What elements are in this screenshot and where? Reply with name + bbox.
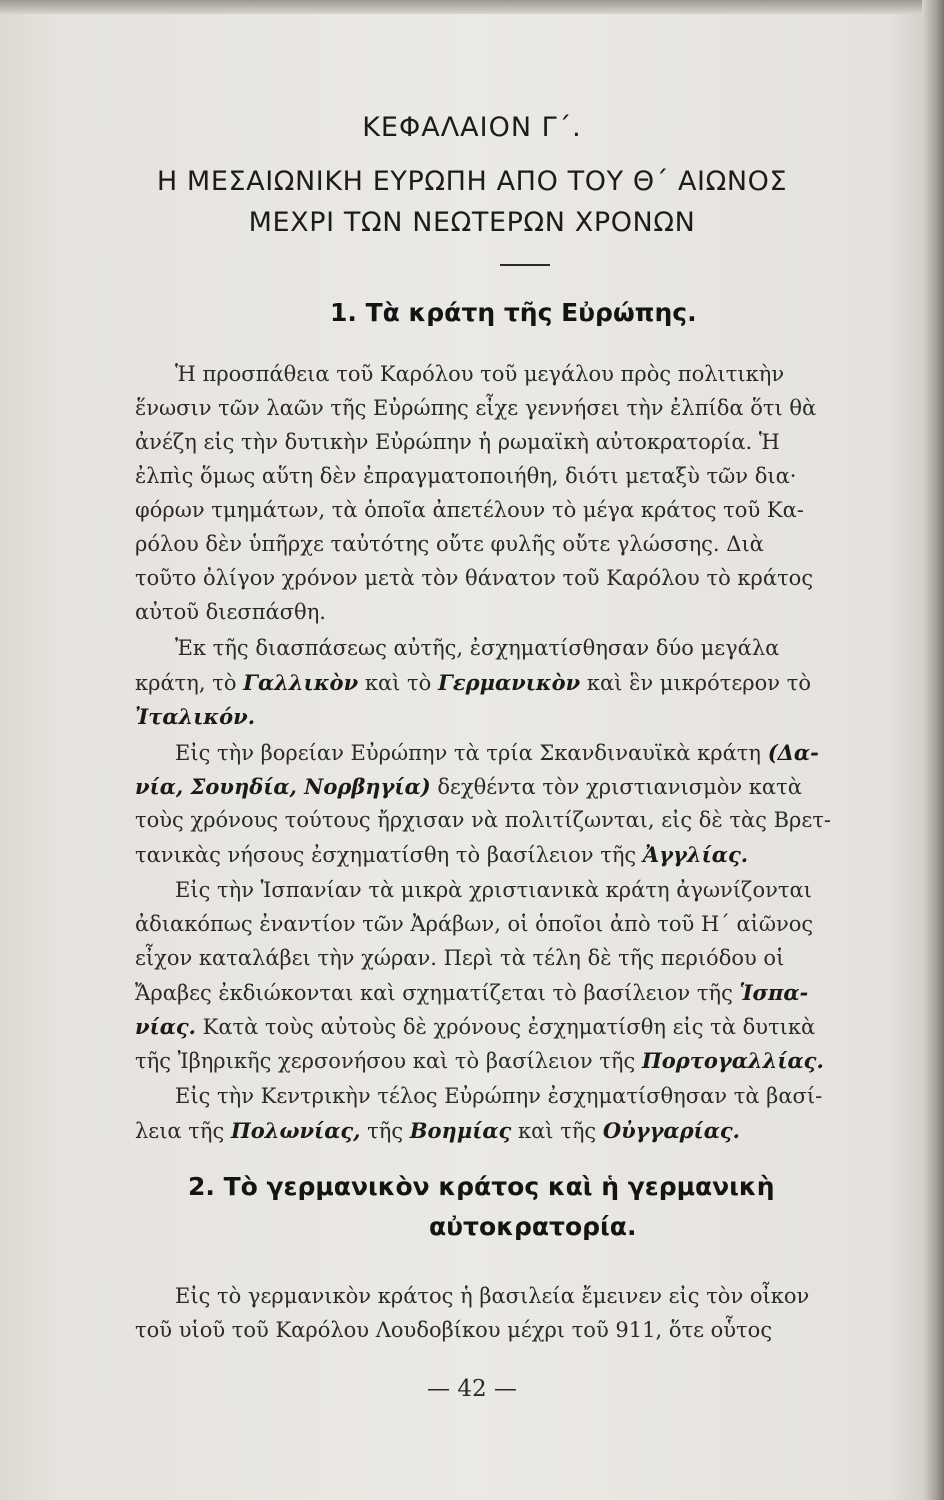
- emphasis-polonias: Πολωνίας,: [230, 1118, 361, 1143]
- emphasis-oungarias: Οὐγγαρίας.: [602, 1118, 740, 1143]
- text-run: καὶ τὸ: [358, 671, 438, 695]
- emphasis-voimias: Βοημίας: [409, 1118, 512, 1143]
- text-run: Εἰς τὴν βορείαν Εὐρώπην τὰ τρία Σκανδιναυϊκὰ κράτη: [175, 741, 768, 765]
- text-run: τῆς: [360, 1119, 410, 1143]
- text-run: τῆς Ἰβηρικῆς χερσονήσου καὶ τὸ βασίλειον τῆς: [135, 1049, 642, 1073]
- text-run: λεια τῆς: [135, 1119, 231, 1143]
- text-line: ἕνωσιν τῶν λαῶν τῆς Εὐρώπης εἶχε γεννήσει τὴν ἐλπίδα ὅτι θὰ: [135, 396, 817, 420]
- text-run: καὶ τῆς: [511, 1119, 603, 1143]
- page-top-shadow: [0, 0, 944, 14]
- text-run: κράτη, τὸ: [135, 671, 244, 695]
- emphasis-portogallias: Πορτογαλλίας.: [641, 1048, 824, 1073]
- text-line: Εἰς τὸ γερμανικὸν κράτος ἡ βασιλεία ἔμεινεν εἰς τὸν οἶκον: [175, 1284, 810, 1308]
- text-run: τανικὰς νήσους ἐσχηματίσθη τὸ βασίλειον τῆς: [135, 843, 643, 867]
- page-number: — 42 —: [427, 1376, 517, 1402]
- text-line: αὐτοῦ διεσπάσθη.: [135, 600, 326, 624]
- emphasis-dania: (Δα-: [767, 740, 819, 765]
- chapter-label: ΚΕΦΑΛΑΙΟΝ Γ΄.: [362, 112, 582, 143]
- text-run: καὶ ἓν μικρότερον τὸ: [580, 671, 811, 695]
- text-line: [135, 842, 880, 867]
- emphasis-gallikon: Γαλλικὸν: [243, 670, 359, 695]
- emphasis-scandinavian-states: νία, Σουηδία, Νορβηγία): [135, 774, 431, 799]
- text-line: [135, 980, 880, 1005]
- text-line: φόρων τμημάτων, τὰ ὁποῖα ἀπετέλουν τὸ μέγα κράτος τοῦ Κα-: [135, 498, 804, 522]
- text-line: τοῦ υἱοῦ τοῦ Καρόλου Λουδοβίκου μέχρι τοῦ 911, ὅτε οὗτος: [135, 1318, 773, 1342]
- text-line: [135, 1048, 880, 1073]
- emphasis-ispanias: Ἱσπα-: [739, 980, 809, 1005]
- emphasis-anglias: Ἀγγλίας.: [642, 842, 749, 867]
- divider-rule: [500, 264, 550, 266]
- text-line: ἐλπὶς ὅμως αὕτη δὲν ἐπραγματοποιήθη, διότι μεταξὺ τῶν δια·: [135, 464, 797, 488]
- text-line: Ἐκ τῆς διασπάσεως αὐτῆς, ἐσχηματίσθησαν δύο μεγάλα: [175, 636, 780, 660]
- text-run: Ἄραβες ἐκδιώκονται καὶ σχηματίζεται τὸ βασίλειον τῆς: [135, 981, 740, 1005]
- text-line: εἶχον καταλάβει τὴν χώραν. Περὶ τὰ τέλη δὲ τῆς περιόδου οἱ: [135, 946, 785, 970]
- text-line: [135, 704, 880, 729]
- chapter-title-line-2: ΜΕΧΡΙ ΤΩΝ ΝΕΩΤΕΡΩΝ ΧΡΟΝΩΝ: [248, 207, 696, 238]
- text-line: Εἰς τὴν Ἱσπανίαν τὰ μικρὰ χριστιανικὰ κράτη ἀγωνίζονται: [175, 878, 812, 902]
- text-line: Ἡ προσπάθεια τοῦ Καρόλου τοῦ μεγάλου πρὸς πολιτικὴν: [175, 362, 785, 386]
- text-line: τοῦτο ὀλίγον χρόνον μετὰ τὸν θάνατον τοῦ Καρόλου τὸ κράτος: [135, 566, 814, 590]
- text-line: [135, 1118, 880, 1143]
- text-run: Κατὰ τοὺς αὐτοὺς δὲ χρόνους ἐσχηματίσθη εἰς τὰ δυτικὰ: [196, 1015, 816, 1039]
- emphasis-italikon: Ἰταλικόν.: [135, 704, 256, 729]
- text-line: [135, 670, 880, 695]
- chapter-title-line-1: Η ΜΕΣΑΙΩΝΙΚΗ ΕΥΡΩΠΗ ΑΠΟ ΤΟΥ Θ΄ ΑΙΩΝΟΣ: [156, 166, 788, 197]
- text-line: τοὺς χρόνους τούτους ἤρχισαν νὰ πολιτίζωνται, εἰς δὲ τὰς Βρετ-: [135, 808, 831, 832]
- emphasis-germanikon: Γερμανικὸν: [437, 670, 581, 695]
- section-2-heading-line-1: 2. Τὸ γερμανικὸν κράτος καὶ ἡ γερμανικὴ: [188, 1172, 775, 1201]
- text-line: [135, 774, 880, 799]
- text-line: ρόλου δὲν ὑπῆρχε ταὐτότης οὔτε φυλῆς οὔτε γλώσσης. Διὰ: [135, 532, 764, 556]
- emphasis-ispanias-cont: νίας.: [135, 1014, 196, 1039]
- text-line: [135, 740, 920, 765]
- text-line: Εἰς τὴν Κεντρικὴν τέλος Εὐρώπην ἐσχηματίσθησαν τὰ βασί-: [175, 1084, 823, 1108]
- section-2-heading-line-2: αὐτοκρατορία.: [429, 1212, 637, 1241]
- text-line: [135, 1014, 880, 1039]
- text-line: ἀνέζη εἰς τὴν δυτικὴν Εὐρώπην ἡ ρωμαϊκὴ αὐτοκρατορία. Ἡ: [135, 430, 780, 454]
- text-run: δεχθέντα τὸν χριστιανισμὸν κατὰ: [430, 775, 802, 799]
- section-1-heading: 1. Τὰ κράτη τῆς Εὐρώπης.: [330, 298, 697, 327]
- text-line: ἀδιακόπως ἐναντίον τῶν Ἀράβων, οἱ ὁποῖοι ἀπὸ τοῦ Η΄ αἰῶνος: [135, 912, 814, 936]
